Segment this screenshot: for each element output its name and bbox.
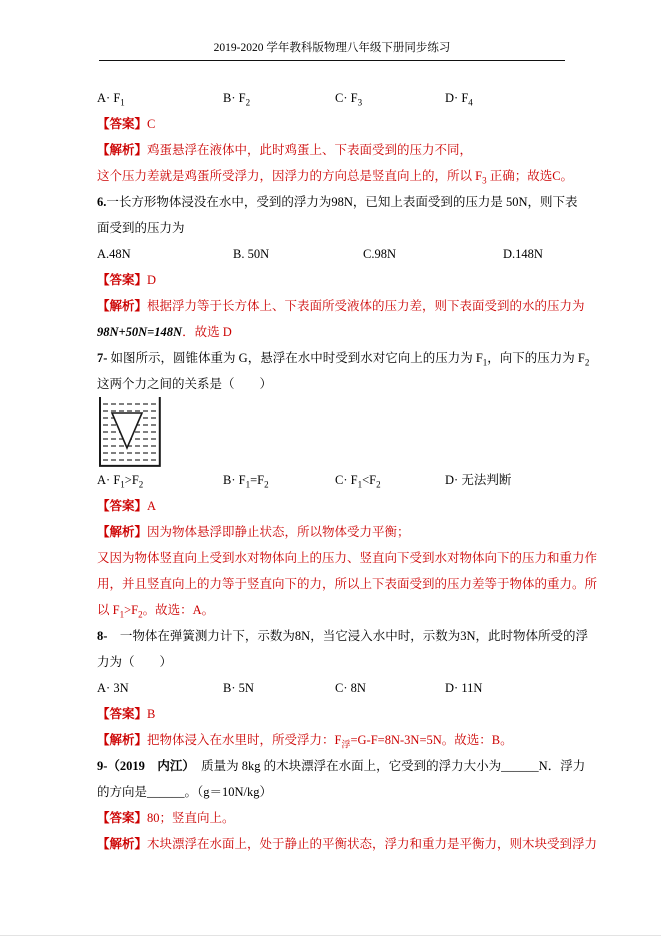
text-run: 质量为 8kg 的木块漂浮在水面上，它受到的浮力大小为______N．浮力 <box>188 759 586 773</box>
text-run: A <box>147 499 157 513</box>
text-run: C <box>147 117 156 131</box>
option-item <box>223 467 335 493</box>
text-run: 2 <box>138 609 143 620</box>
q7-options <box>97 467 567 493</box>
text-run: 1 <box>245 479 251 490</box>
text-run: D <box>222 325 232 339</box>
text-run: 如图所示，圆锥体重为 G，悬浮在水中时受到水对它向上的压力为 F <box>107 351 483 365</box>
option-item <box>233 241 363 267</box>
text-run: 木块漂浮在水面上，处于静止的平衡状态，浮力和重力是平衡力，则木块受到浮力 <box>147 837 598 851</box>
q7-analysis-line-1 <box>97 519 567 545</box>
text-run: 【解析】 <box>97 299 148 313</box>
text-run: C· F <box>335 91 358 105</box>
text-run: 这个压力差就是鸡蛋所受浮力，因浮力的方向总是竖直向上的，所以 F <box>97 169 483 183</box>
option-item <box>97 85 223 111</box>
text-run: =F <box>250 473 265 487</box>
q8-stem-line-1 <box>97 623 588 649</box>
text-run: 4 <box>468 97 473 108</box>
option-item <box>363 241 503 267</box>
option-item <box>445 467 567 493</box>
text-run: 8- <box>97 629 108 643</box>
text-run: 【答案】 <box>97 707 148 721</box>
text-run: 3 <box>482 175 487 186</box>
text-run: >F <box>124 603 139 617</box>
text-run: 以 F <box>97 603 120 617</box>
text-run: 【解析】 <box>97 837 148 851</box>
text-run: A.48N <box>97 247 131 261</box>
option-item <box>445 675 567 701</box>
text-run: 1 <box>482 357 488 368</box>
q6-analysis-line-1 <box>97 293 585 319</box>
text-run: 2 <box>264 479 269 490</box>
text-run: 【解析】 <box>97 143 148 157</box>
text-run: C.98N <box>363 247 396 261</box>
text-run: 1 <box>120 97 125 108</box>
q7-figure <box>97 397 567 467</box>
q8-answer <box>97 701 567 727</box>
text-run: C· 8N <box>335 681 366 695</box>
text-run: A· 3N <box>97 681 129 695</box>
text-run: 一长方形物体浸没在水中，受到的浮力为98N，已知上表面受到的压力是 50N，则下表 <box>106 195 578 209</box>
option-item <box>503 241 567 267</box>
text-run: 【答案】 <box>97 811 148 825</box>
q7-analysis-line-2 <box>97 545 598 571</box>
text-run: B <box>147 707 156 721</box>
text-run: D· 11N <box>445 681 483 695</box>
text-run: 2 <box>245 97 251 108</box>
q7-stem-line-1 <box>97 345 590 371</box>
text-run: <F <box>362 473 377 487</box>
text-run: 2 <box>376 479 381 490</box>
text-run: 又因为物体竖直向上受到水对物体向上的压力、竖直向下受到水对物体向下的压力和重力作 <box>97 551 598 565</box>
text-run: 正确；故选C。 <box>486 169 574 183</box>
text-run: 这两个力之间的关系是（ ） <box>97 377 273 391</box>
text-run: 一物体在弹簧测力计下，示数为8N，当它浸入水中时，示数为3N，此时物体所受的浮 <box>107 629 588 643</box>
text-run: A· F <box>97 91 121 105</box>
text-run: B· F <box>223 91 246 105</box>
text-run: 6. <box>97 195 107 209</box>
q7-analysis-line-3 <box>97 571 598 597</box>
text-run: 2 <box>138 479 144 490</box>
text-run: D <box>147 273 157 287</box>
q8-analysis <box>97 727 567 753</box>
text-run: 98N+50N=148N <box>97 325 183 339</box>
text-run: A· F <box>97 473 121 487</box>
text-run: 浮 <box>341 739 351 750</box>
text-run: 【答案】 <box>97 499 148 513</box>
q6-analysis-line-2 <box>97 319 567 345</box>
q5-options <box>97 85 567 111</box>
text-run: 的方向是______。（g＝10N/kg） <box>97 785 273 799</box>
text-run: 鸡蛋悬浮在液体中，此时鸡蛋上、下表面受到的压力不同， <box>147 143 473 157</box>
text-run: B. 50N <box>233 247 270 261</box>
text-run: 3 <box>357 97 363 108</box>
option-item <box>335 675 445 701</box>
text-run: D.148N <box>503 247 543 261</box>
text-run: >F <box>124 473 139 487</box>
text-run: ．故选 <box>182 325 223 339</box>
text-run: 面受到的压力为 <box>97 221 185 235</box>
q6-answer <box>97 267 567 293</box>
document-header <box>99 41 565 61</box>
text-run: 1 <box>357 479 363 490</box>
text-run: =G-F=8N-3N=5N。故选：B。 <box>350 733 513 747</box>
text-run: 2 <box>584 357 590 368</box>
q9-stem-line-1 <box>97 753 586 779</box>
text-run: 1 <box>120 479 125 490</box>
text-run: 力为（ ） <box>97 655 173 669</box>
text-run: C· F <box>335 473 358 487</box>
option-item <box>335 467 445 493</box>
text-run: D· F <box>445 91 469 105</box>
option-item <box>223 85 335 111</box>
document-title: 2019-2020 学年教科版物理八年级下册同步练习 <box>213 42 451 54</box>
text-run: D· 无法判断 <box>445 473 512 487</box>
q6-stem-line-2 <box>97 215 567 241</box>
q8-options <box>97 675 567 701</box>
text-run: 。故选：A。 <box>142 603 215 617</box>
text-run: B· 5N <box>223 681 254 695</box>
q9-analysis <box>97 831 598 857</box>
q6-options <box>97 241 567 267</box>
text-run: 用，并且竖直向上的力等于竖直向下的力，所以上下表面受到的压力差等于物体的重力。所 <box>97 577 598 591</box>
text-run: 把物体浸入在水里时，所受浮力：F <box>147 733 342 747</box>
cone-icon <box>112 413 142 448</box>
text-run: 【解析】 <box>97 733 148 747</box>
q5-answer <box>97 111 567 137</box>
q9-answer <box>97 805 567 831</box>
option-item <box>223 675 335 701</box>
text-run: 因为物体悬浮即静止状态，所以物体受力平衡； <box>147 525 410 539</box>
text-run: 80；竖直向上。 <box>147 811 235 825</box>
q5-analysis-line-1 <box>97 137 567 163</box>
option-item <box>97 241 233 267</box>
document-body <box>97 85 598 857</box>
q5-analysis-line-2 <box>97 163 574 189</box>
text-run: 1 <box>119 609 125 620</box>
beaker-with-cone-figure <box>99 397 161 467</box>
text-run: 【答案】 <box>97 273 148 287</box>
option-item <box>97 675 223 701</box>
q9-stem-line-2 <box>97 779 567 805</box>
text-run: B· F <box>223 473 246 487</box>
option-item <box>97 467 223 493</box>
text-run: 根据浮力等于长方体上、下表面所受液体的压力差，则下表面受到的水的压力为 <box>147 299 585 313</box>
text-run: 【答案】 <box>97 117 148 131</box>
text-run: 9-（2019 内江） <box>97 759 189 773</box>
q8-stem-line-2 <box>97 649 567 675</box>
q6-stem-line-1 <box>97 189 578 215</box>
text-run: ，向下的压力为 F <box>487 351 585 365</box>
text-run: 【解析】 <box>97 525 148 539</box>
option-item <box>445 85 567 111</box>
option-item <box>335 85 445 111</box>
q7-stem-line-2 <box>97 371 567 397</box>
q7-analysis-line-4 <box>97 597 567 623</box>
text-run: 7- <box>97 351 108 365</box>
q7-answer <box>97 493 567 519</box>
